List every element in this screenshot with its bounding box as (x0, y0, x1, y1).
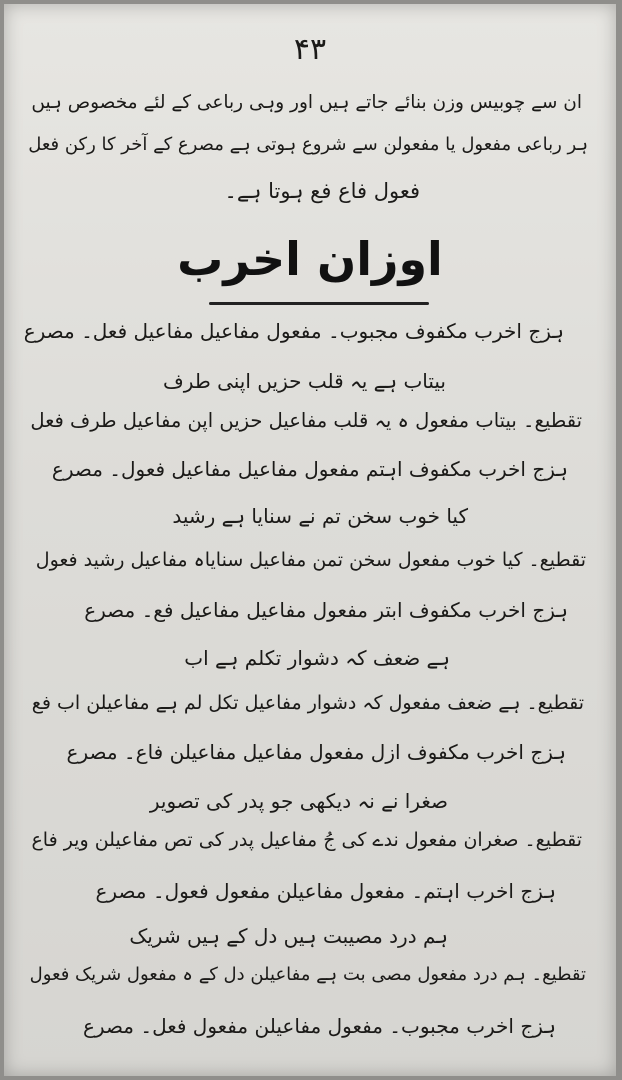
intro-line-1: ان سے چوبیس وزن بنائے جاتے ہیں اور وہی رباعی کے لئے مخصوص ہیں (31, 92, 582, 113)
verse-line: ہم درد مصیبت ہیں دل کے ہیں شریک (129, 924, 448, 948)
scansion-line: تقطیع۔ ہم درد مفعول مصی بت ہے مفاعیلن دل کے ہ مفعول شریک فعول (29, 964, 586, 985)
verse-line: بیتاب ہے یہ قلب حزیں اپنی طرف (163, 369, 446, 393)
metre-line: ہزج اخرب مجبوب۔ مفعول مفاعیلن مفعول فعل۔ مصرع (82, 1014, 556, 1038)
metre-line: ہزج اخرب مکفوف ابتر مفعول مفاعیل مفاعیل فع۔ مصرع (84, 598, 568, 622)
intro-line-2: ہر رباعی مفعول یا مفعولن سے شروع ہوتی ہے مصرع کے آخر کا رکن فعل (28, 134, 588, 155)
intro-line-3: فعول فاع فع ہوتا ہے۔ (224, 179, 420, 203)
scansion-line: تقطیع۔ کیا خوب مفعول سخن تمن مفاعیل سنایاہ مفاعیل رشید فعول (35, 549, 586, 571)
metre-line: ہزج اخرب مکفوف مجبوب۔ مفعول مفاعیل مفاعیل فعل۔ مصرع (23, 319, 564, 343)
metre-line: ہزج اخرب اہتم۔ مفعول مفاعیلن مفعول فعول۔ مصرع (95, 879, 556, 903)
verse-line: صغرا نے نہ دیکھی جو پدر کی تصویر (149, 789, 448, 813)
page-number: ۴۳ (293, 32, 327, 67)
scansion-line: تقطیع۔ بیتاب مفعول ہ یہ قلب مفاعیل حزیں اپن مفاعیل طرف فعل (30, 409, 582, 432)
scansion-line: تقطیع۔ صغران مفعول ندے کی جُ مفاعیل پدر کی تص مفاعیلن ویر فاع (31, 829, 582, 851)
scansion-line: تقطیع۔ ہے ضعف مفعول کہ دشوار مفاعیل تکل لم ہے مفاعیلن اب فع (31, 692, 584, 714)
verse-line: کیا خوب سخن تم نے سنایا ہے رشید (172, 504, 468, 528)
verse-line: ہے ضعف کہ دشوار تکلم ہے اب (184, 646, 450, 670)
book-page (4, 4, 616, 1076)
metre-line: ہزج اخرب مکفوف اہتم مفعول مفاعیل مفاعیل فعول۔ مصرع (51, 457, 568, 481)
metre-line: ہزج اخرب مکفوف ازل مفعول مفاعیل مفاعیلن فاع۔ مصرع (66, 740, 566, 764)
section-title: اوزان اخرب (177, 232, 443, 286)
title-underline (209, 302, 429, 305)
